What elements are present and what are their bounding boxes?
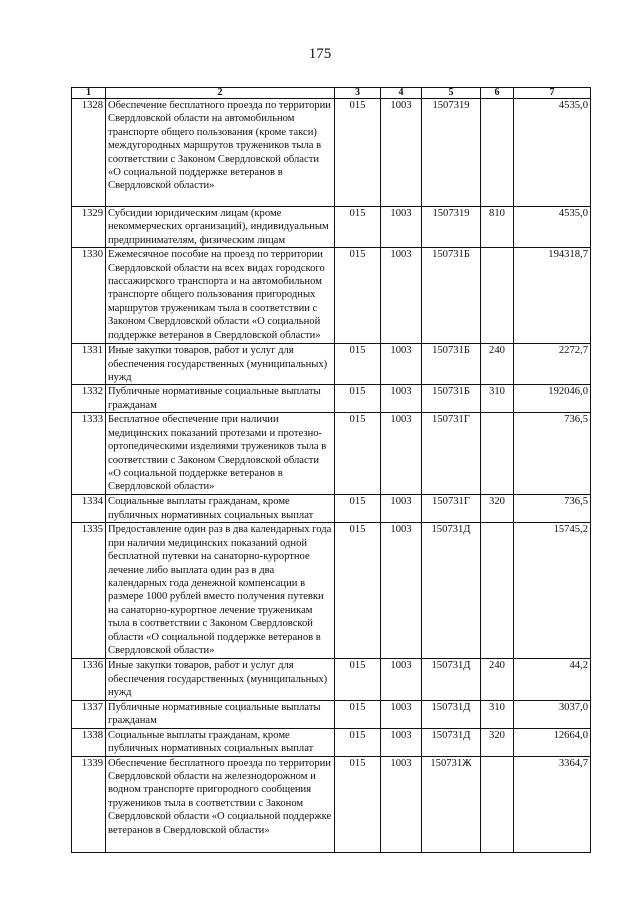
table-row: [72, 756, 591, 852]
row-section-code: 1003: [381, 756, 422, 852]
row-amount: 3037,0: [514, 700, 591, 728]
row-ministry-code: 015: [335, 523, 381, 659]
table-row: [72, 207, 591, 248]
row-ministry-code: 015: [335, 700, 381, 728]
row-ministry-code: 015: [335, 413, 381, 495]
row-amount: 736,5: [514, 495, 591, 523]
table-row: [72, 413, 591, 495]
row-description: Обеспечение бесплатного проезда по территории Свердловской области на железнодорожном и водном транспорте пригородного сообщения тружеников тыла в соответствии с Законом Свердловской области «О социальной поддержке ветеранов в Свердловской области»: [106, 756, 335, 852]
row-description: Социальные выплаты гражданам, кроме публичных нормативных социальных выплат: [106, 728, 335, 756]
table-row: [72, 495, 591, 523]
row-number: 1332: [72, 385, 106, 413]
row-expense-code: [481, 756, 514, 852]
row-expense-code: 240: [481, 659, 514, 700]
row-amount: 192046,0: [514, 385, 591, 413]
row-section-code: 1003: [381, 413, 422, 495]
row-section-code: 1003: [381, 523, 422, 659]
row-number: 1339: [72, 756, 106, 852]
row-description: Ежемесячное пособие на проезд по территории Свердловской области на всех видах городского пассажирского транспорта и на автомобильном транспорте общего пользования пригородных маршрутов труженикам тыла в соответствии с Законом Свердловской области «О социальной поддержке ветеранов в Свердловской области»: [106, 248, 335, 344]
row-ministry-code: 015: [335, 385, 381, 413]
header-col-3: 3: [335, 88, 381, 99]
row-description: Обеспечение бесплатного проезда по территории Свердловской области на автомобильном транспорте общего пользования (кроме такси) междугородных маршрутов тружеников тыла в соответствии с Законом Свердловской области «О социальной поддержке ветеранов в Свердловской области»: [106, 99, 335, 207]
row-target-code: 150731Д: [422, 728, 481, 756]
row-section-code: 1003: [381, 207, 422, 248]
row-number: 1329: [72, 207, 106, 248]
header-col-2: 2: [106, 88, 335, 99]
header-col-6: 6: [481, 88, 514, 99]
row-number: 1328: [72, 99, 106, 207]
table-row: [72, 344, 591, 385]
row-description: Предоставление один раз в два календарных года при наличии медицинских показаний одной бесплатной путевки на санаторно-курортное лечение либо выплата один раз в два календарных года денежной компенсации в размере 1000 рублей вместо получения путевки на санаторно-курортное лечение труженикам тыла в соответствии с Законом Свердловской области «О социальной поддержке ветеранов в Свердловской области»: [106, 523, 335, 659]
row-amount: 2272,7: [514, 344, 591, 385]
page-number: 175: [308, 46, 332, 62]
row-amount: 44,2: [514, 659, 591, 700]
row-expense-code: 310: [481, 700, 514, 728]
row-amount: 736,5: [514, 413, 591, 495]
row-section-code: 1003: [381, 700, 422, 728]
row-ministry-code: 015: [335, 659, 381, 700]
row-ministry-code: 015: [335, 248, 381, 344]
row-expense-code: 810: [481, 207, 514, 248]
row-target-code: 150731Г: [422, 413, 481, 495]
row-expense-code: [481, 523, 514, 659]
row-expense-code: 320: [481, 495, 514, 523]
row-target-code: 150731Б: [422, 385, 481, 413]
row-number: 1333: [72, 413, 106, 495]
row-ministry-code: 015: [335, 756, 381, 852]
row-target-code: 150731Ж: [422, 756, 481, 852]
row-description: Бесплатное обеспечение при наличии медицинских показаний протезами и протезно-ортопедическими изделиями тружеников тыла в соответствии с Законом Свердловской области «О социальной поддержке ветеранов в Свердловской области»: [106, 413, 335, 495]
table-row: [72, 385, 591, 413]
row-section-code: 1003: [381, 495, 422, 523]
table-row: [72, 99, 591, 207]
row-ministry-code: 015: [335, 495, 381, 523]
row-expense-code: [481, 413, 514, 495]
row-section-code: 1003: [381, 659, 422, 700]
row-target-code: 150731Б: [422, 248, 481, 344]
table-row: [72, 523, 591, 659]
row-number: 1330: [72, 248, 106, 344]
row-section-code: 1003: [381, 99, 422, 207]
row-expense-code: 240: [481, 344, 514, 385]
row-target-code: 150731Д: [422, 659, 481, 700]
row-amount: 4535,0: [514, 207, 591, 248]
header-col-5: 5: [422, 88, 481, 99]
row-section-code: 1003: [381, 728, 422, 756]
row-target-code: 150731Г: [422, 495, 481, 523]
row-ministry-code: 015: [335, 207, 381, 248]
header-row: [72, 88, 591, 99]
table-row: [72, 700, 591, 728]
row-amount: 12664,0: [514, 728, 591, 756]
row-description: Социальные выплаты гражданам, кроме публичных нормативных социальных выплат: [106, 495, 335, 523]
table-header: [72, 88, 591, 99]
row-ministry-code: 015: [335, 99, 381, 207]
row-expense-code: [481, 99, 514, 207]
table-row: [72, 248, 591, 344]
row-description: Публичные нормативные социальные выплаты гражданам: [106, 700, 335, 728]
header-col-7: 7: [514, 88, 591, 99]
row-number: 1334: [72, 495, 106, 523]
row-amount: 3364,7: [514, 756, 591, 852]
row-ministry-code: 015: [335, 728, 381, 756]
row-target-code: 150731Д: [422, 700, 481, 728]
row-amount: 194318,7: [514, 248, 591, 344]
row-target-code: 1507319: [422, 99, 481, 207]
row-number: 1336: [72, 659, 106, 700]
row-number: 1338: [72, 728, 106, 756]
row-expense-code: 310: [481, 385, 514, 413]
header-col-1: 1: [72, 88, 106, 99]
row-ministry-code: 015: [335, 344, 381, 385]
row-description: Субсидии юридическим лицам (кроме некоммерческих организаций), индивидуальным предпринимателям, физическим лицам: [106, 207, 335, 248]
table-row: [72, 728, 591, 756]
row-amount: 4535,0: [514, 99, 591, 207]
row-amount: 15745,2: [514, 523, 591, 659]
budget-table: [71, 87, 591, 853]
row-expense-code: 320: [481, 728, 514, 756]
row-target-code: 150731Б: [422, 344, 481, 385]
row-expense-code: [481, 248, 514, 344]
row-description: Публичные нормативные социальные выплаты гражданам: [106, 385, 335, 413]
header-col-4: 4: [381, 88, 422, 99]
row-section-code: 1003: [381, 344, 422, 385]
table-row: [72, 659, 591, 700]
row-section-code: 1003: [381, 385, 422, 413]
row-target-code: 1507319: [422, 207, 481, 248]
row-number: 1335: [72, 523, 106, 659]
table-body: [72, 99, 591, 853]
row-number: 1337: [72, 700, 106, 728]
row-number: 1331: [72, 344, 106, 385]
row-target-code: 150731Д: [422, 523, 481, 659]
row-description: Иные закупки товаров, работ и услуг для обеспечения государственных (муниципальных) нужд: [106, 659, 335, 700]
row-description: Иные закупки товаров, работ и услуг для обеспечения государственных (муниципальных) нужд: [106, 344, 335, 385]
row-section-code: 1003: [381, 248, 422, 344]
